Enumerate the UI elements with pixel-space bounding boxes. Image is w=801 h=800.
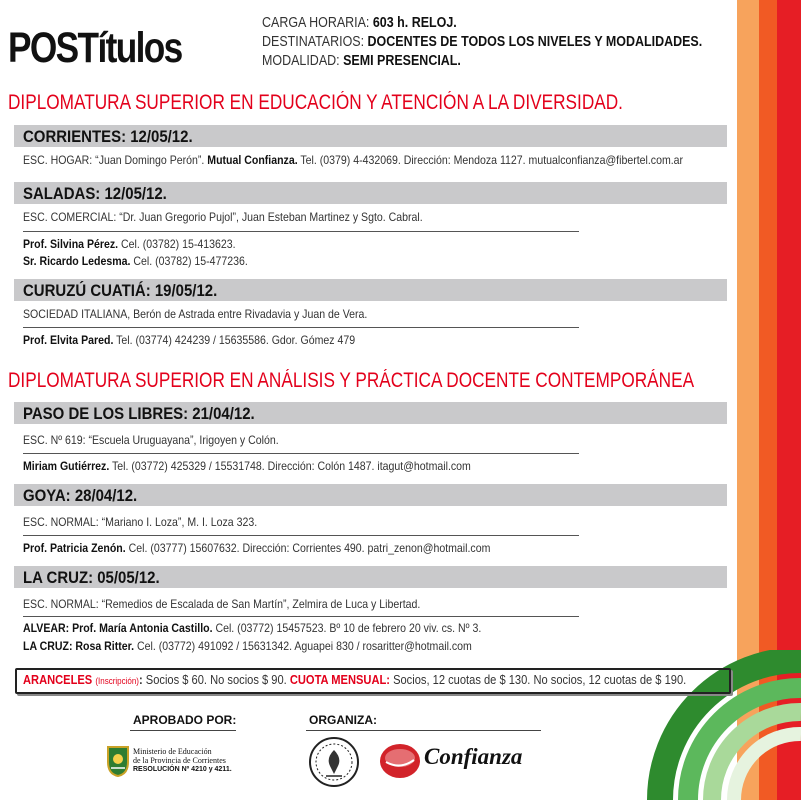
organiza-label: ORGANIZA:	[309, 713, 377, 727]
divider	[23, 535, 579, 536]
contact-name: Prof. Elvita Pared.	[23, 333, 114, 347]
divider	[23, 616, 579, 617]
contact-line	[23, 541, 490, 555]
divider	[130, 730, 236, 731]
aranceles-values: Socios $ 60. No socios $ 90.	[142, 673, 290, 687]
contact-line	[23, 459, 471, 473]
diplomatura-practica-docente-title: DIPLOMATURA SUPERIOR EN ANÁLISIS Y PRÁCTICA DOCENTE CONTEMPORÁNEA	[8, 369, 695, 392]
seal-emblem-icon	[308, 736, 360, 788]
sede-title: SALADAS: 12/05/12.	[23, 184, 167, 203]
destinatarios-line	[262, 33, 702, 51]
sede-bar-curuzu-cuatia	[14, 279, 727, 301]
postitulos-logo: POSTítulos	[8, 24, 182, 72]
diplomatura-diversidad-title: DIPLOMATURA SUPERIOR EN EDUCACIÓN Y ATENCIÓN A LA DIVERSIDAD.	[8, 91, 623, 114]
contact-line	[23, 639, 472, 653]
contact-line	[23, 333, 355, 347]
contact-info: Tel. (0379) 4-432069. Dirección: Mendoza 1127. mutualconfianza@fibertel.com.ar	[300, 153, 684, 167]
ministry-line: Ministerio de Educación	[133, 747, 212, 756]
carga-label: CARGA HORARIA:	[262, 15, 370, 31]
confianza-logo-icon	[378, 740, 422, 780]
contact-line	[23, 254, 248, 268]
sede-bar-la-cruz	[14, 566, 727, 588]
divider	[23, 327, 579, 328]
modalidad-line	[262, 52, 461, 70]
contact-info: Tel. (03772) 425329 / 15531748. Dirección: Colón 1487. itagut@hotmail.com	[112, 459, 471, 473]
organizer-name: Mutual Confianza.	[207, 153, 298, 167]
sede-title: PASO DE LOS LIBRES: 21/04/12.	[23, 404, 255, 423]
sede-address: ESC. NORMAL: “Remedios de Escalada de San Martín”, Zelmira de Luca y Libertad.	[23, 597, 421, 611]
sede-address	[23, 153, 683, 167]
school-name: ESC. HOGAR: “Juan Domingo Perón”.	[23, 153, 205, 167]
contact-name: Prof. Silvina Pérez.	[23, 237, 119, 251]
sede-address: ESC. Nº 619: “Escuela Uruguayana”, Irigoyen y Colón.	[23, 433, 279, 447]
sede-bar-corrientes	[14, 125, 727, 147]
destinatarios-value: DOCENTES DE TODOS LOS NIVELES Y MODALIDADES.	[367, 34, 703, 50]
divider	[23, 453, 579, 454]
contact-line	[23, 621, 481, 635]
sede-bar-paso-de-los-libres	[14, 402, 727, 424]
contact-info: Cel. (03782) 15-413623.	[121, 237, 236, 251]
contact-line	[23, 237, 236, 251]
contact-name: ALVEAR: Prof. María Antonia Castillo.	[23, 621, 213, 635]
ministry-line: de la Provincia de Corrientes	[133, 756, 226, 765]
confianza-wordmark: Confianza	[424, 744, 523, 769]
aprobado-por-label: APROBADO POR:	[133, 713, 237, 727]
destinatarios-label: DESTINATARIOS:	[262, 34, 365, 50]
sede-bar-goya	[14, 484, 727, 506]
resolucion-line: RESOLUCIÓN Nº 4210 y 4211.	[133, 766, 232, 773]
contact-info: Cel. (03777) 15607632. Dirección: Corrientes 490. patri_zenon@hotmail.com	[128, 541, 491, 555]
sede-address: SOCIEDAD ITALIANA, Berón de Astrada entre Rivadavia y Juan de Vera.	[23, 307, 368, 321]
sede-address: ESC. COMERCIAL: “Dr. Juan Gregorio Pujol”, Juan Esteban Martinez y Sgto. Cabral.	[23, 210, 423, 224]
sede-bar-saladas	[14, 182, 727, 204]
divider	[306, 730, 541, 731]
inscripcion-label: (Inscripción)	[95, 676, 139, 686]
sede-title: CURUZÚ CUATIÁ: 19/05/12.	[23, 281, 218, 300]
aranceles-label: ARANCELES	[23, 673, 93, 687]
corrientes-shield-icon	[105, 744, 131, 778]
sede-title: LA CRUZ: 05/05/12.	[23, 568, 160, 587]
contact-info: Cel. (03782) 15-477236.	[133, 254, 248, 268]
divider	[23, 231, 579, 232]
contact-name: Prof. Patricia Zenón.	[23, 541, 126, 555]
sede-address: ESC. NORMAL: “Mariano I. Loza”, M. I. Loza 323.	[23, 515, 258, 529]
modalidad-label: MODALIDAD:	[262, 53, 340, 69]
contact-name: LA CRUZ: Rosa Ritter.	[23, 639, 135, 653]
modalidad-value: SEMI PRESENCIAL.	[343, 53, 461, 69]
sede-title: CORRIENTES: 12/05/12.	[23, 127, 193, 146]
cuota-values: Socios, 12 cuotas de $ 130. No socios, 12 cuotas de $ 190.	[389, 673, 687, 687]
sede-title: GOYA: 28/04/12.	[23, 486, 138, 505]
contact-name: Sr. Ricardo Ledesma.	[23, 254, 131, 268]
carga-value: 603 h. RELOJ.	[372, 15, 457, 31]
aranceles-box	[15, 668, 731, 694]
carga-horaria-line	[262, 14, 457, 32]
contact-name: Miriam Gutiérrez.	[23, 459, 110, 473]
aranceles-text	[23, 673, 686, 687]
contact-info: Tel. (03774) 424239 / 15635586. Gdor. Gómez 479	[116, 333, 356, 347]
contact-info: Cel. (03772) 15457523. Bº 10 de febrero 20 viv. cs. Nº 3.	[215, 621, 482, 635]
colon: :	[138, 673, 143, 687]
cuota-mensual-label: CUOTA MENSUAL:	[289, 673, 390, 687]
ministry-text	[133, 747, 232, 774]
contact-info: Cel. (03772) 491092 / 15631342. Aguapei 830 / rosaritter@hotmail.com	[137, 639, 472, 653]
